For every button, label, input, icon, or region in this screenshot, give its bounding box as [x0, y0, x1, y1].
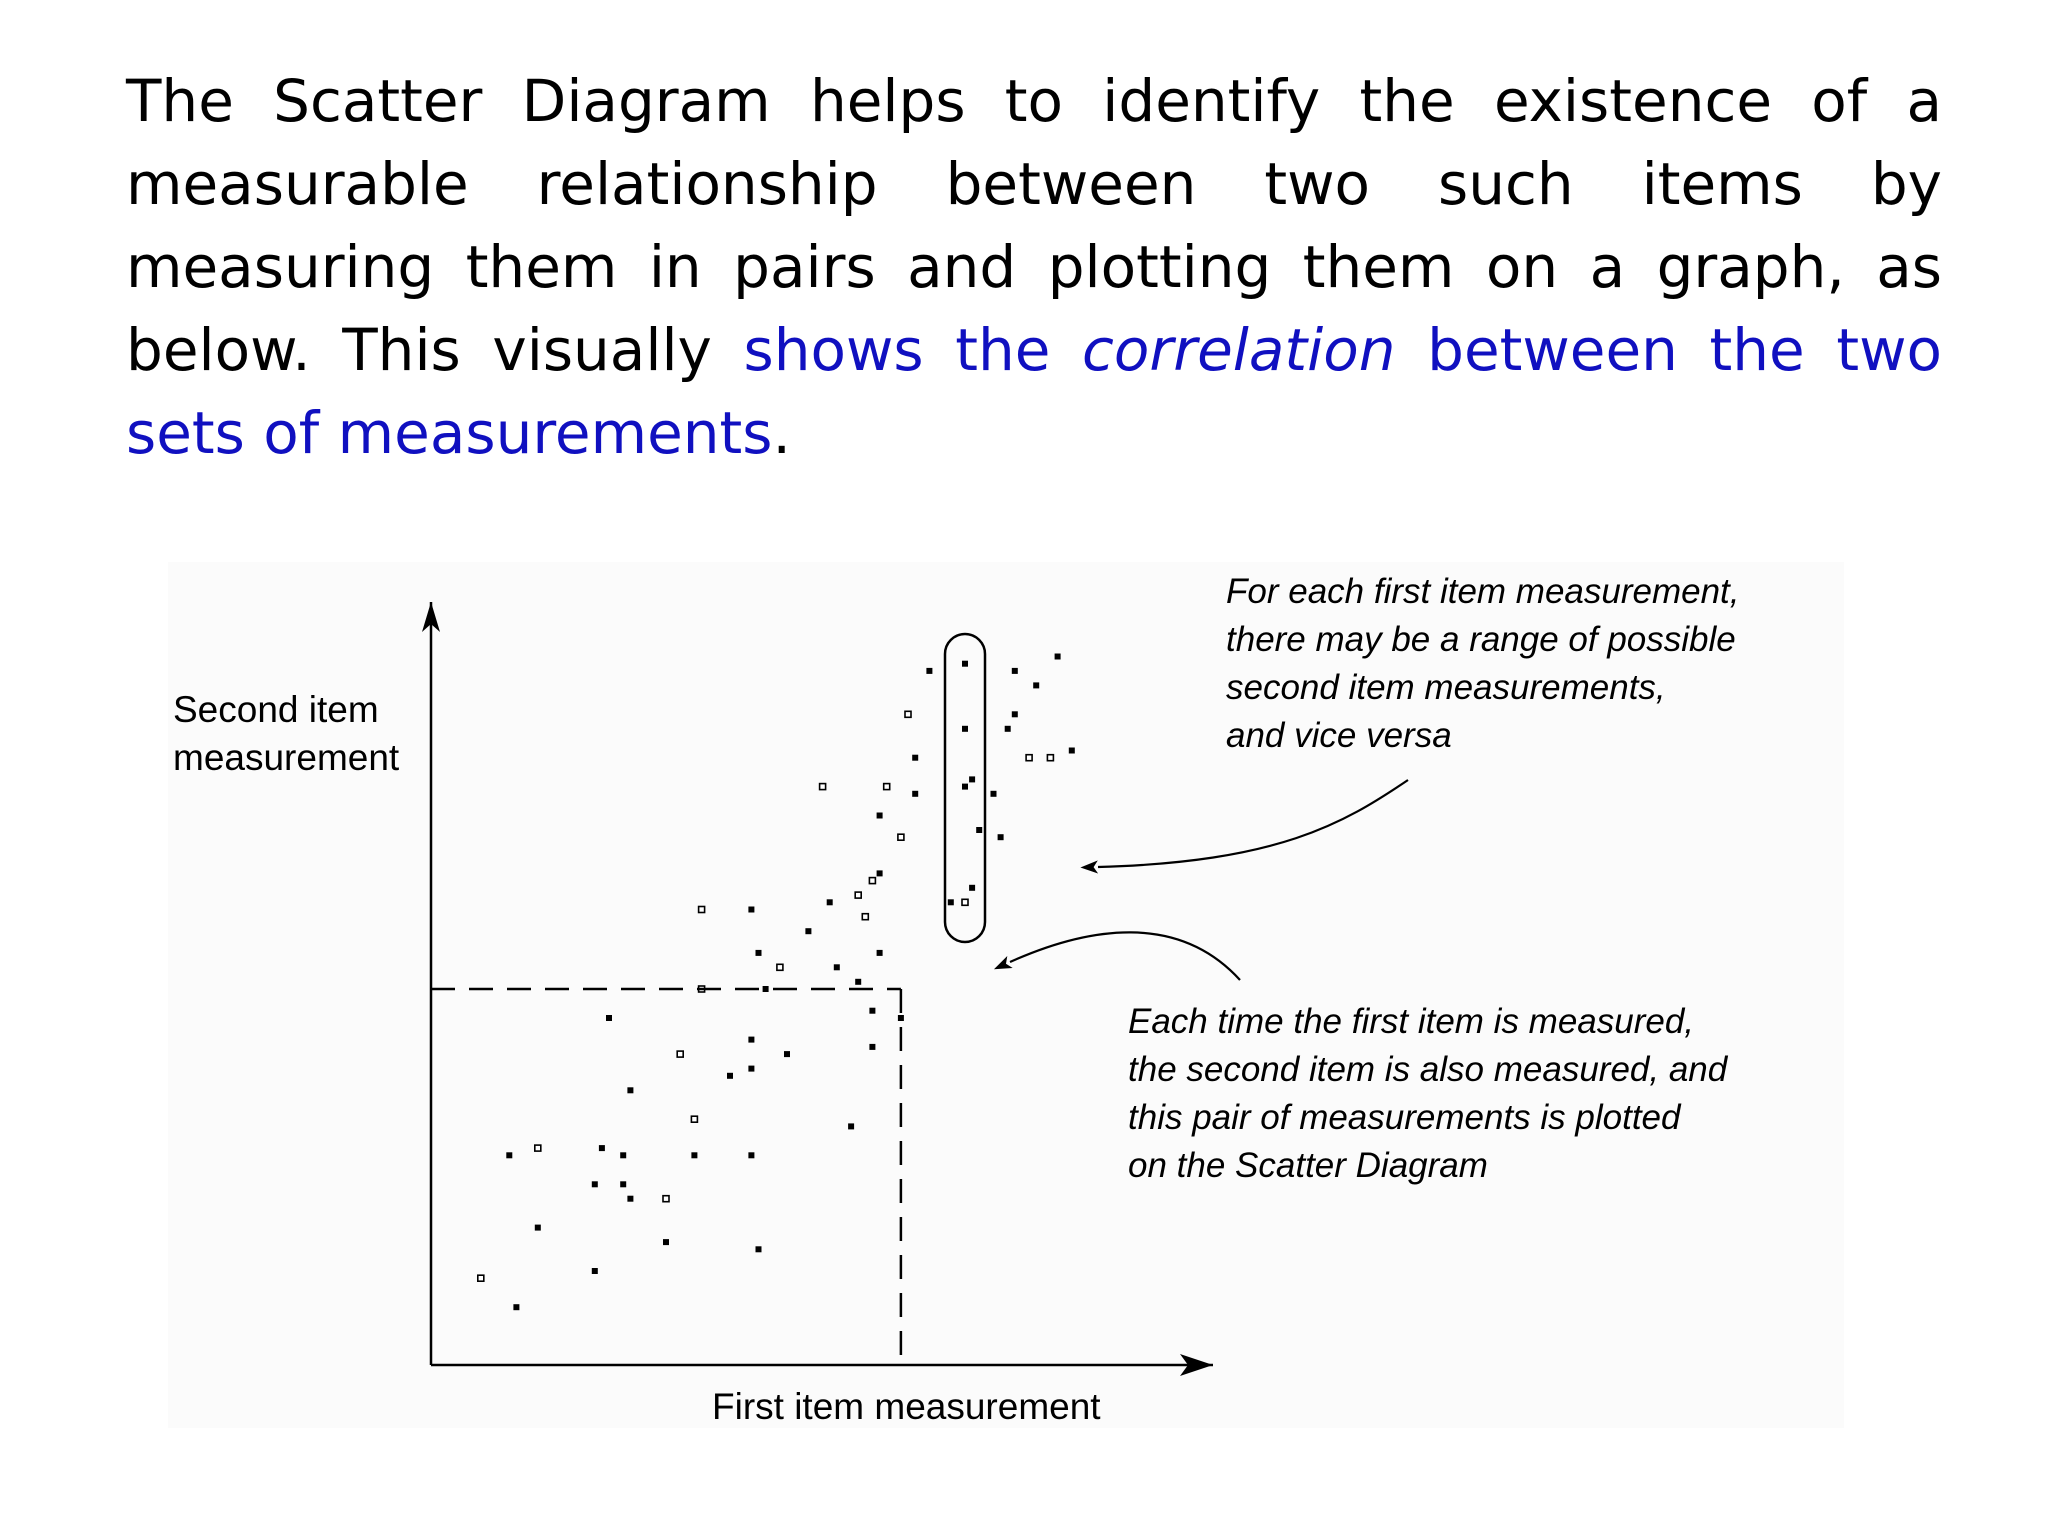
annotation-bottom-line-3: this pair of measurements is plotted: [1128, 1098, 1681, 1137]
data-point-filled: [962, 661, 968, 667]
data-point-filled: [998, 834, 1004, 840]
data-point-hollow: [1026, 755, 1032, 761]
data-point-hollow: [777, 964, 783, 970]
annotation-top: [1226, 572, 1740, 755]
highlight-text-start: shows the: [743, 316, 1083, 384]
data-point-filled: [727, 1073, 733, 1079]
data-point-filled: [691, 1152, 697, 1158]
data-point-filled: [756, 950, 762, 956]
data-point-filled: [877, 813, 883, 819]
data-point-filled: [748, 1152, 754, 1158]
data-point-filled: [848, 1123, 854, 1129]
data-point-filled: [627, 1087, 633, 1093]
highlight-keyword: correlation: [1082, 316, 1396, 384]
data-point-filled: [513, 1304, 519, 1310]
data-point-hollow: [869, 878, 875, 884]
data-point-hollow: [905, 711, 911, 717]
data-point-filled: [976, 827, 982, 833]
annotation-bottom: [1128, 1002, 1729, 1185]
data-point-hollow: [1047, 755, 1053, 761]
intro-paragraph: [126, 60, 1942, 475]
data-point-filled: [991, 791, 997, 797]
annotation-top-line-2: there may be a range of possible: [1226, 620, 1736, 659]
data-point-hollow: [699, 907, 705, 913]
data-point-hollow: [677, 1051, 683, 1057]
data-point-filled: [948, 899, 954, 905]
data-point-filled: [877, 950, 883, 956]
data-point-filled: [855, 979, 861, 985]
data-point-hollow: [855, 892, 861, 898]
data-point-filled: [592, 1181, 598, 1187]
highlight-text-end: between the two sets of measurements: [126, 316, 1942, 467]
data-point-filled: [969, 776, 975, 782]
data-point-hollow: [820, 784, 826, 790]
data-point-filled: [962, 784, 968, 790]
scatter-diagram-figure: [168, 562, 1844, 1428]
data-point-filled: [506, 1152, 512, 1158]
annotation-bottom-line-4: on the Scatter Diagram: [1128, 1146, 1488, 1185]
data-point-hollow: [898, 834, 904, 840]
data-point-hollow: [884, 784, 890, 790]
data-point-filled: [748, 1066, 754, 1072]
scatter-chart: [168, 562, 1844, 1428]
data-point-filled: [606, 1015, 612, 1021]
data-point-filled: [748, 907, 754, 913]
data-point-filled: [1012, 668, 1018, 674]
x-axis-label: First item measurement: [712, 1386, 1101, 1427]
annotation-arrows: [1010, 780, 1408, 980]
data-point-filled: [784, 1051, 790, 1057]
data-point-filled: [926, 668, 932, 674]
data-point-filled: [869, 1044, 875, 1050]
annotation-top-line-4: and vice versa: [1226, 716, 1452, 755]
data-point-filled: [898, 1015, 904, 1021]
data-point-filled: [962, 726, 968, 732]
data-point-filled: [627, 1196, 633, 1202]
data-point-hollow: [691, 1116, 697, 1122]
data-point-hollow: [962, 899, 968, 905]
data-point-filled: [748, 1037, 754, 1043]
data-point-filled: [620, 1181, 626, 1187]
data-point-filled: [592, 1268, 598, 1274]
data-point-filled: [756, 1246, 762, 1252]
data-point-filled: [869, 1008, 875, 1014]
data-point-filled: [1055, 654, 1061, 660]
curved-arrow-to-range-icon: [1098, 780, 1408, 867]
data-point-filled: [1005, 726, 1011, 732]
data-point-filled: [763, 986, 769, 992]
data-point-filled: [877, 870, 883, 876]
intro-text: The Scatter Diagram helps to identify the existence of a measurable relationship between two such items by measuring them in pairs and plotting them on a graph, as below. This visually: [126, 67, 1942, 384]
y-axis-label-line-2: measurement: [173, 737, 400, 778]
data-point-filled: [827, 899, 833, 905]
y-axis-label-line-1: Second item: [173, 689, 379, 730]
annotation-bottom-line-1: Each time the first item is measured,: [1128, 1002, 1695, 1041]
annotation-bottom-line-2: the second item is also measured, and: [1128, 1050, 1728, 1089]
data-point-filled: [834, 964, 840, 970]
data-point-hollow: [535, 1145, 541, 1151]
annotation-top-line-1: For each first item measurement,: [1226, 572, 1740, 611]
data-point-filled: [620, 1152, 626, 1158]
data-point-filled: [663, 1239, 669, 1245]
data-point-hollow: [478, 1275, 484, 1281]
data-point-hollow: [862, 914, 868, 920]
annotation-top-line-3: second item measurements,: [1226, 668, 1666, 707]
data-point-filled: [912, 755, 918, 761]
curved-arrow-to-point-icon: [1010, 932, 1240, 980]
data-point-filled: [912, 791, 918, 797]
paragraph-end: .: [772, 399, 791, 467]
data-point-filled: [599, 1145, 605, 1151]
data-point-hollow: [663, 1196, 669, 1202]
data-point-filled: [969, 885, 975, 891]
guide-lines: [431, 989, 901, 1365]
data-point-filled: [535, 1225, 541, 1231]
data-point-filled: [1069, 748, 1075, 754]
data-point-filled: [1033, 682, 1039, 688]
data-point-filled: [1012, 711, 1018, 717]
data-point-filled: [805, 928, 811, 934]
